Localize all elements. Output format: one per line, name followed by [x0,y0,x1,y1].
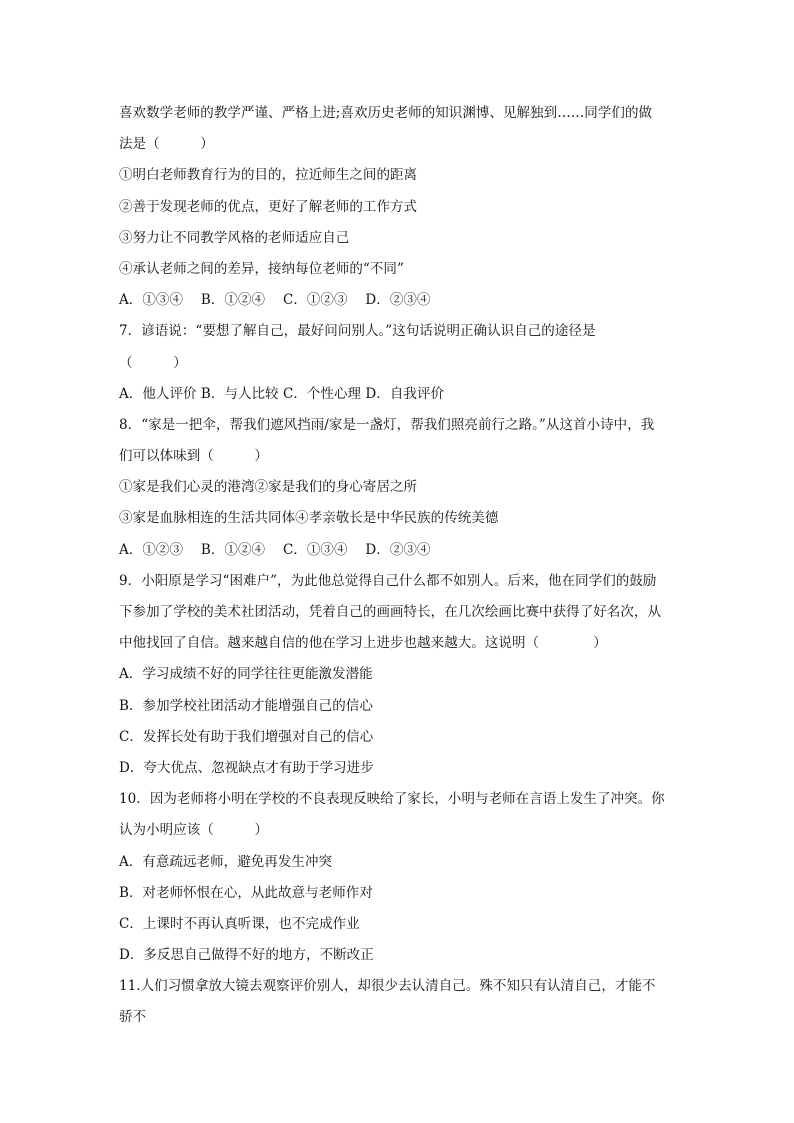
question-9-stem-line-3: 中他找回了自信。越来越自信的他在学习上进步也越来越大。这说明（ ） [119,635,607,652]
question-9-stem-line-1: 9．小阳原是学习“困难户”，为此他总觉得自己什么都不如别人。后来，他在同学们的鼓励 [119,572,657,589]
question-8-statements-3-4: ③家是血脉相连的生活共同体④孝亲敬长是中华民族的传统美德 [119,510,499,527]
question-11-stem-line-2: 骄不 [119,1009,147,1026]
question-10-stem-line-2: 认为小明应该（ ） [119,822,269,839]
question-10-option-a: A．有意疏远老师，避免再发生冲突 [119,853,333,870]
question-8-statements-1-2: ①家是我们心灵的港湾②家是我们的身心寄居之所 [119,479,418,496]
question-7-stem-line-2: （ ） [119,354,187,371]
question-8-stem-line-2: 们可以体味到（ ） [119,448,269,465]
question-6-statement-2: ②善于发现老师的优点，更好了解老师的工作方式 [119,198,418,215]
question-6-statement-3: ③努力让不同教学风格的老师适应自己 [119,229,350,246]
question-10-option-b: B．对老师怀恨在心，从此故意与老师作对 [119,884,373,901]
question-9-option-b: B．参加学校社团活动才能增强自己的信心 [119,697,373,714]
question-7-options: A．他人评价 B．与人比较 C．个性心理 D．自我评价 [119,385,445,402]
question-6-options: A．①③④ B．①②④ C．①②③ D．②③④ [119,292,431,309]
question-6-statement-4: ④承认老师之间的差异，接纳每位老师的“不同” [119,260,404,277]
question-10-stem-line-1: 10．因为老师将小明在学校的不良表现反映给了家长，小明与老师在言语上发生了冲突。你 [119,791,665,808]
question-10-option-d: D．多反思自己做得不好的地方，不断改正 [119,947,374,964]
question-10-option-c: C．上课时不再认真听课，也不完成作业 [119,915,360,932]
question-9-option-c: C．发挥长处有助于我们增强对自己的信心 [119,728,374,745]
question-9-stem-line-2: 下参加了学校的美术社团活动，凭着自己的画画特长，在几次绘画比赛中获得了好名次，从 [119,604,661,620]
question-8-options: A．①②③ B．①②④ C．①③④ D．②③④ [119,541,431,558]
question-6-stem-line-2: 法是（ ） [119,136,214,153]
question-8-stem-line-1: 8．“家是一把伞，帮我们遮风挡雨/家是一盏灯，帮我们照亮前行之路。”从这首小诗中，我 [119,416,655,433]
question-7-stem-line-1: 7．谚语说：“要想了解自己，最好问问别人。”这句话说明正确认识自己的途径是 [119,323,596,340]
question-6-statement-1: ①明白老师教育行为的目的，拉近师生之间的距离 [119,167,418,184]
question-9-option-d: D．夸大优点、忽视缺点才有助于学习进步 [119,759,374,776]
question-6-stem-line-1: 喜欢数学老师的教学严谨、严格上进;喜欢历史老师的知识渊博、见解独到……同学们的做 [119,105,653,121]
question-9-option-a: A．学习成绩不好的同学往往更能激发潜能 [119,666,373,683]
question-11-stem-line-1: 11.人们习惯拿放大镜去观察评价别人，却很少去认清自己。殊不知只有认清自己，才能不 [119,978,656,995]
